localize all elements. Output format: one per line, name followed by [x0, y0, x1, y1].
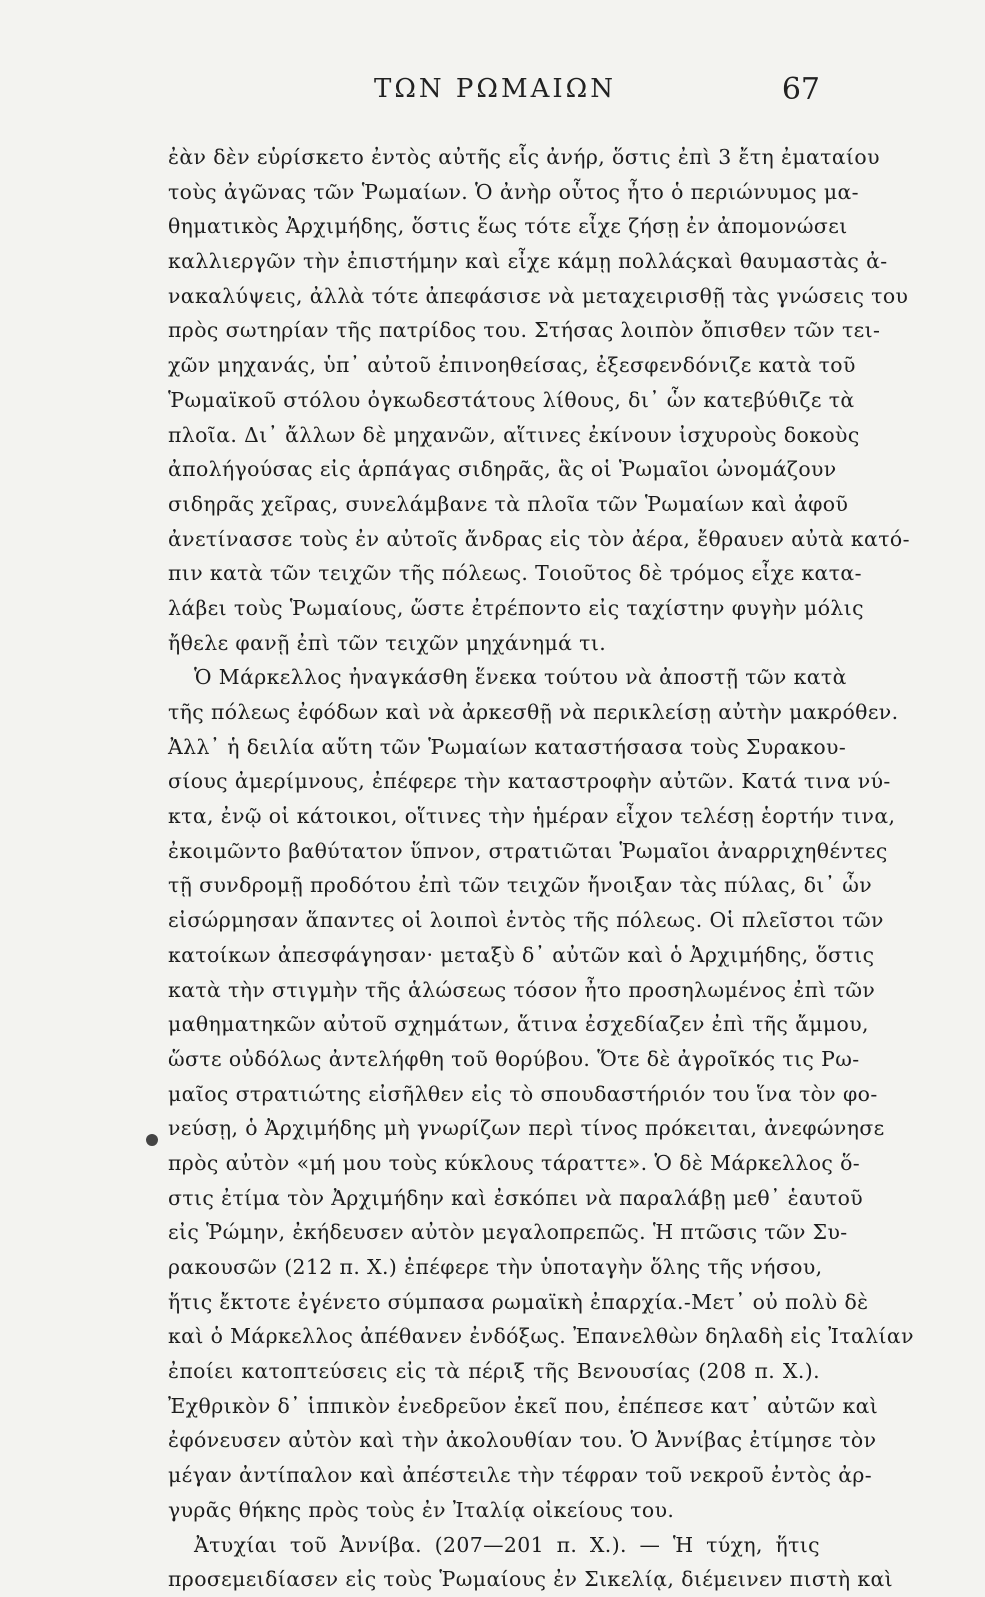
text-line: τῇ συνδρομῇ προδότου ἐπὶ τῶν τειχῶν ἤνοιξαν τὰς πύλας, δι᾽ ὧν	[168, 873, 873, 898]
text-line: εἰς Ῥώμην, ἐκήδευσεν αὐτὸν μεγαλοπρεπῶς. Ἡ πτῶσις τῶν Συ-	[168, 1220, 848, 1245]
body-text	[168, 140, 914, 1597]
text-line: ἀνετίνασσε τοὺς ἐν αὐτοῖς ἄνδρας εἰς τὸν ἀέρα, ἔθραυεν αὐτὰ κατό-	[168, 526, 910, 551]
text-line: προσεμειδίασεν εἰς τοὺς Ῥωμαίους ἐν Σικελίᾳ, διέμεινεν πιστὴ καὶ	[168, 1567, 894, 1592]
text-line: πρὸς σωτηρίαν τῆς πατρίδος του. Στήσας λοιπὸν ὄπισθεν τῶν τει-	[168, 318, 881, 343]
margin-dot-mark	[146, 1134, 158, 1146]
page-header	[170, 70, 820, 120]
text-line: νεύσῃ, ὁ Ἀρχιμήδης μὴ γνωρίζων περὶ τίνος πρόκειται, ἀνεφώνησε	[168, 1116, 885, 1141]
text-line: Ἀλλ᾽ ἡ δειλία αὕτη τῶν Ῥωμαίων καταστήσασα τοὺς Συρακου-	[168, 734, 847, 759]
text-line: ἐποίει κατοπτεύσεις εἰς τὰ πέριξ τῆς Βενουσίας (208 π. Χ.).	[168, 1359, 820, 1384]
text-line: πρὸς αὐτὸν «μή μου τοὺς κύκλους τάραττε». Ὁ δὲ Μάρκελλος ὅ-	[168, 1150, 861, 1175]
text-line: εἰσώρμησαν ἅπαντες οἱ λοιποὶ ἐντὸς τῆς πόλεως. Οἱ πλεῖστοι τῶν	[168, 908, 884, 933]
text-line: ἤθελε φανῇ ἐπὶ τῶν τειχῶν μηχάνημά τι.	[168, 630, 607, 655]
text-line: ρακουσῶν (212 π. Χ.) ἐπέφερε τὴν ὑποταγὴν ὅλης τῆς νήσου,	[168, 1255, 823, 1279]
text-line: ἐφόνευσεν αὐτὸν καὶ τὴν ἀκολουθίαν του. Ὁ Ἀννίβας ἐτίμησε τὸν	[168, 1428, 877, 1453]
text-line: Ὁ Μάρκελλος ἠναγκάσθη ἕνεκα τούτου νὰ ἀποστῇ τῶν κατὰ	[194, 665, 847, 690]
text-line: καλλιεργῶν τὴν ἐπιστήμην καὶ εἶχε κάμῃ πολλάςκαὶ θαυμαστὰς ἀ-	[168, 249, 888, 274]
page-number: 67	[781, 72, 820, 107]
text-line: σιδηρᾶς χεῖρας, συνελάμβανε τὰ πλοῖα τῶν Ῥωμαίων καὶ ἀφοῦ	[168, 491, 849, 516]
text-line: πλοῖα. Δι᾽ ἄλλων δὲ μηχανῶν, αἵτινες ἐκίνουν ἰσχυροὺς δοκοὺς	[168, 422, 860, 447]
text-line: νακαλύψεις, ἀλλὰ τότε ἀπεφάσισε νὰ μεταχειρισθῇ τὰς γνώσεις του	[168, 283, 909, 308]
text-line: μέγαν ἀντίπαλον καὶ ἀπέστειλε τὴν τέφραν τοῦ νεκροῦ ἐντὸς ἀρ-	[168, 1463, 873, 1488]
text-line: σίους ἀμερίμνους, ἐπέφερε τὴν καταστροφὴν αὐτῶν. Κατά τινα νύ-	[168, 769, 891, 794]
text-line: γυρᾶς θήκης πρὸς τοὺς ἐν Ἰταλίᾳ οἰκείους του.	[168, 1497, 675, 1522]
text-line: λάβει τοὺς Ῥωμαίους, ὥστε ἐτρέποντο εἰς ταχίστην φυγὴν μόλις	[168, 595, 864, 620]
section-heading-line: Ἀτυχίαι τοῦ Ἀννίβα. (207—201 π. Χ.). — Ἡ τύχη, ἥτις	[194, 1532, 820, 1557]
text-line: κατοίκων ἀπεσφάγησαν· μεταξὺ δ᾽ αὐτῶν καὶ ὁ Ἀρχιμήδης, ὅστις	[168, 942, 875, 967]
text-line: ἀπολήγούσας εἰς ἁρπάγας σιδηρᾶς, ἃς οἱ Ῥωμαῖοι ὠνομάζουν	[168, 457, 837, 482]
text-line: κτα, ἐνῷ οἱ κάτοικοι, οἵτινες τὴν ἡμέραν εἶχον τελέσῃ ἑορτήν τινα,	[168, 804, 896, 829]
text-line: στις ἐτίμα τὸν Ἀρχιμήδην καὶ ἐσκόπει νὰ παραλάβῃ μεθ᾽ ἑαυτοῦ	[168, 1185, 864, 1210]
text-line: τοὺς ἀγῶνας τῶν Ῥωμαίων. Ὁ ἀνὴρ οὗτος ἦτο ὁ περιώνυμος μα-	[168, 179, 859, 204]
text-line: Ἐχθρικὸν δ᾽ ἱππικὸν ἐνεδρεῦον ἐκεῖ που, ἐπέπεσε κατ᾽ αὐτῶν καὶ	[168, 1393, 879, 1418]
text-line: ἥτις ἔκτοτε ἐγένετο σύμπασα ρωμαϊκὴ ἐπαρχία.-Μετ᾽ οὐ πολὺ δὲ	[168, 1289, 869, 1314]
text-line: ἐὰν δὲν εὑρίσκετο ἐντὸς αὐτῆς εἷς ἀνήρ, ὅστις ἐπὶ 3 ἔτη ἐματαίου	[168, 145, 880, 169]
text-line: τῆς πόλεως ἐφόδων καὶ νὰ ἀρκεσθῇ νὰ περικλείσῃ αὐτὴν μακρόθεν.	[168, 700, 899, 724]
text-line: πιν κατὰ τῶν τειχῶν τῆς πόλεως. Τοιοῦτος δὲ τρόμος εἶχε κατα-	[168, 561, 862, 586]
text-line: Ῥωμαϊκοῦ στόλου ὀγκωδεστάτους λίθους, δι᾽ ὧν κατεβύθιζε τὰ	[168, 387, 855, 412]
text-line: μαθηματηκῶν αὐτοῦ σχημάτων, ἅτινα ἐσχεδίαζεν ἐπὶ τῆς ἄμμου,	[168, 1012, 869, 1037]
running-title: ΤΩΝ ΡΩΜΑΙΩΝ	[374, 74, 616, 104]
text-line: μαῖος στρατιώτης εἰσῆλθεν εἰς τὸ σπουδαστήριόν του ἵνα τὸν φο-	[168, 1081, 878, 1106]
text-line: θηματικὸς Ἀρχιμήδης, ὅστις ἕως τότε εἶχε ζήσῃ ἐν ἀπομονώσει	[168, 214, 848, 239]
text-line: ὥστε οὐδόλως ἀντελήφθη τοῦ θορύβου. Ὅτε δὲ ἀγροῖκός τις Ρω-	[168, 1046, 860, 1071]
text-line: χῶν μηχανάς, ὑπ᾽ αὐτοῦ ἐπινοηθείσας, ἐξεσφενδόνιζε κατὰ τοῦ	[168, 353, 856, 378]
text-line: ἐκοιμῶντο βαθύτατον ὕπνον, στρατιῶται Ῥωμαῖοι ἀναρριχηθέντες	[168, 838, 888, 863]
text-line: καὶ ὁ Μάρκελλος ἀπέθανεν ἐνδόξως. Ἐπανελθὼν δηλαδὴ εἰς Ἰταλίαν	[168, 1324, 914, 1349]
text-line: κατὰ τὴν στιγμὴν τῆς ἁλώσεως τόσον ἦτο προσηλωμένος ἐπὶ τῶν	[168, 977, 876, 1002]
